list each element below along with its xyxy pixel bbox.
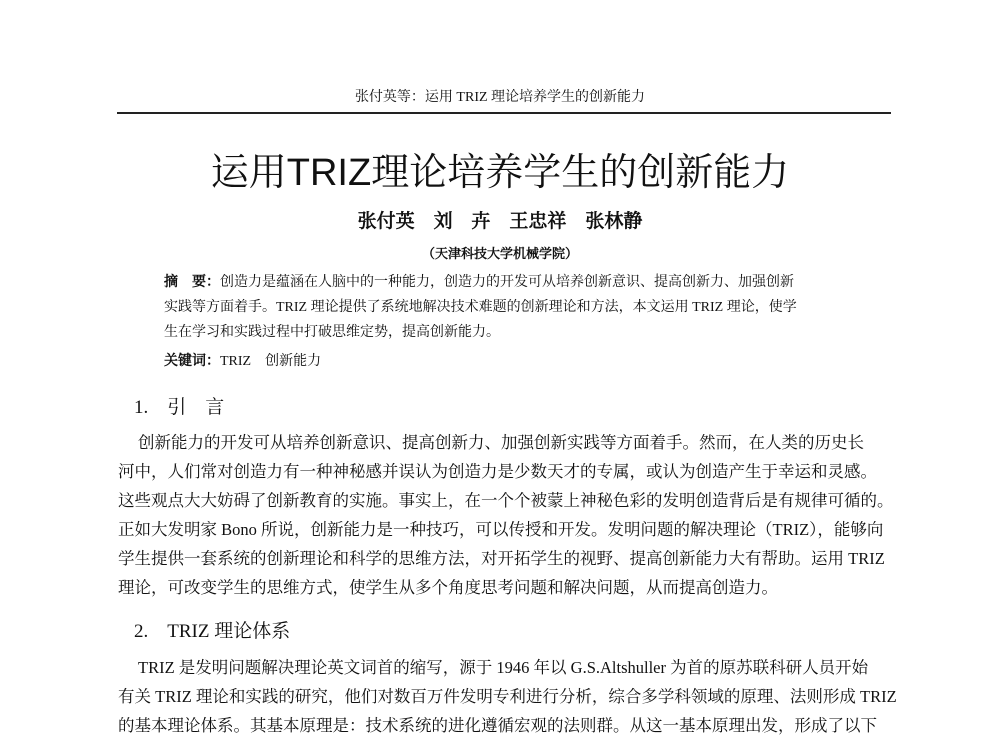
body-line: 的基本理论体系。其基本原理是：技术系统的进化遵循宏观的法则群。从这一基本原理出发，形成了以下 (118, 716, 877, 735)
abstract-line: 生在学习和实践过程中打破思维定势，提高创新能力。 (164, 325, 500, 340)
abstract-line: 实践等方面着手。TRIZ 理论提供了系统地解决技术难题的创新理论和方法，本文运用 TRIZ 理论，使学 (164, 300, 797, 315)
abstract-line: 摘 要：创造力是蕴涵在人脑中的一种能力，创造力的开发可从培养创新意识、提高创新力、加强创新 (164, 275, 794, 290)
abstract-label: 摘 要： (164, 275, 220, 290)
keywords-label: 关键词： (164, 354, 220, 369)
keywords: 关键词：TRIZ 创新能力 (164, 354, 322, 369)
body-line: 创新能力的开发可从培养创新意识、提高创新力、加强创新实践等方面着手。然而，在人类的历史长 (138, 433, 864, 452)
body-line: TRIZ 是发明问题解决理论英文词首的缩写，源于 1946 年以 G.S.Altshuller 为首的原苏联科研人员开始 (138, 658, 869, 677)
body-line: 理论，可改变学生的思维方式，使学生从多个角度思考问题和解决问题，从而提高创造力。 (118, 578, 778, 597)
body-line: 学生提供一套系统的创新理论和科学的思维方法，对开拓学生的视野、提高创新能力大有帮助。运用 TRIZ (118, 549, 885, 568)
section-heading: 2. TRIZ 理论体系 (134, 621, 291, 642)
body-line: 有关 TRIZ 理论和实践的研究，他们对数百万件发明专利进行分析，综合多学科领域的原理、法则形成 TRIZ (118, 687, 897, 706)
affiliation: （天津科技大学机械学院） (421, 246, 578, 261)
body-line: 河中，人们常对创造力有一种神秘感并误认为创造力是少数天才的专属，或认为创造产生于幸运和灵感。 (118, 462, 877, 481)
authors: 张付英 刘 卉 王忠祥 张林静 (357, 211, 643, 232)
body-line: 这些观点大大妨碍了创新教育的实施。事实上，在一个个被蒙上神秘色彩的发明创造背后是有规律可循的。 (118, 491, 894, 510)
section-heading: 1. 引 言 (134, 397, 225, 418)
body-line: 正如大发明家 Bono 所说，创新能力是一种技巧，可以传授和开发。发明问题的解决理论（TRIZ），能够向 (118, 520, 884, 539)
header-rule (117, 112, 891, 114)
paper-title: 运用TRIZ理论培养学生的创新能力 (210, 152, 790, 194)
running-head: 张付英等：运用 TRIZ 理论培养学生的创新能力 (354, 90, 646, 105)
